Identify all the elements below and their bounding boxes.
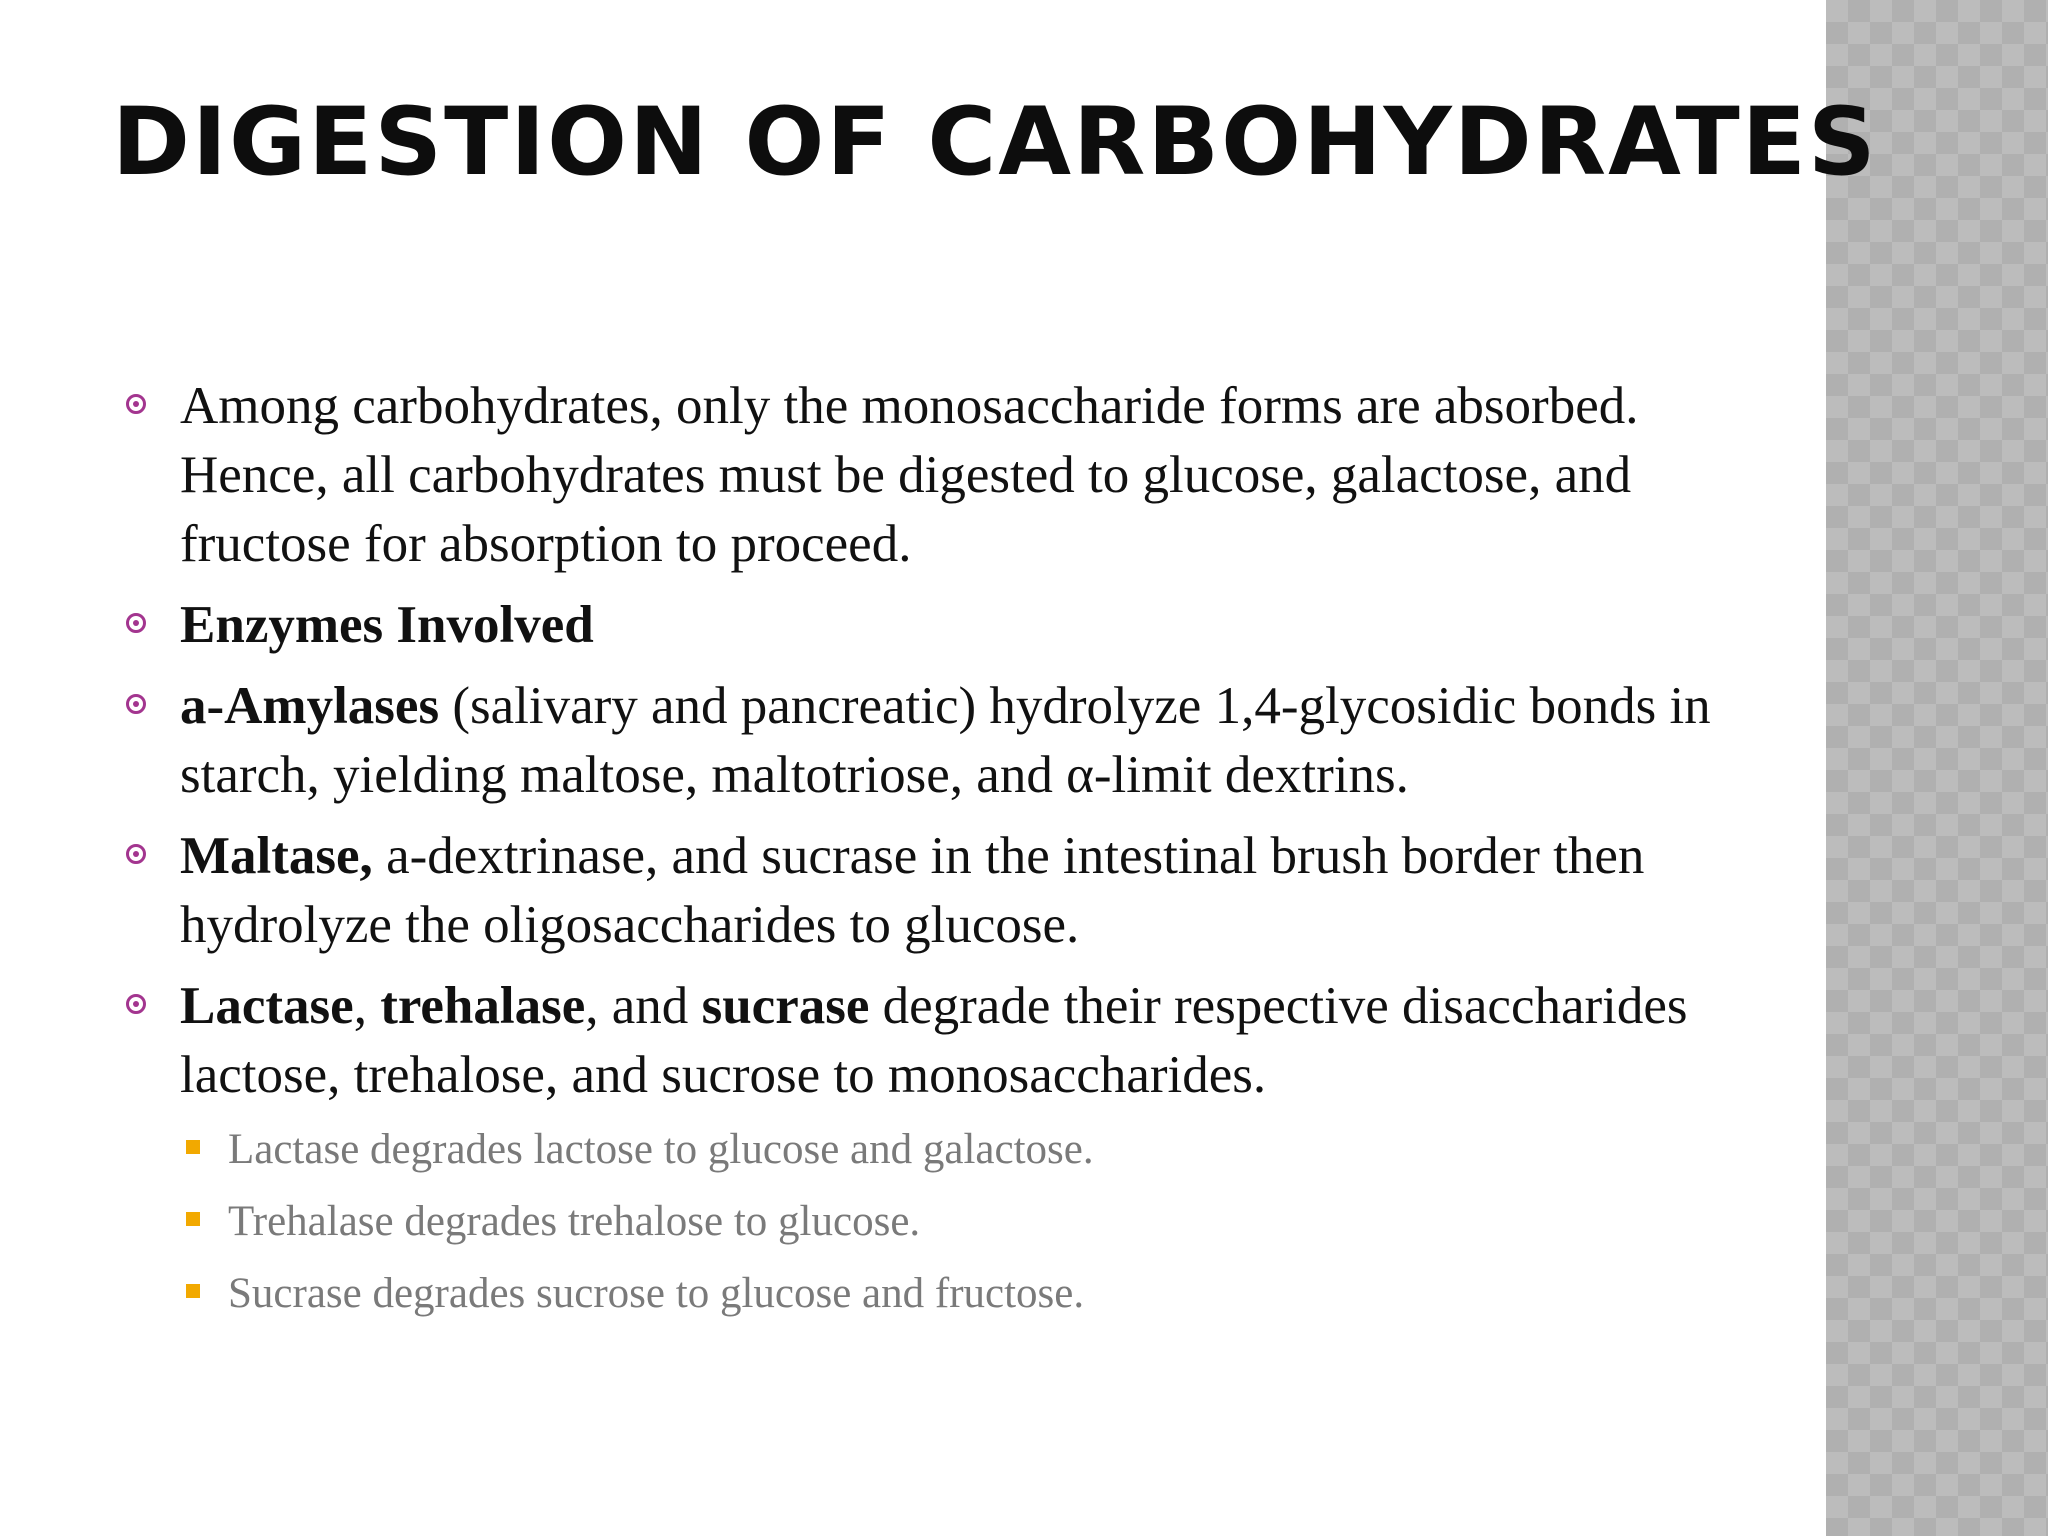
bullet-text: a-dextrinase, and sucrase in the intestinal brush border then hydrolyze the oligosaccharides to glucose.: [180, 827, 1645, 954]
bullet-text: Among carbohydrates, only the monosaccharide forms are absorbed. Hence, all carbohydrates must be digested to glucose, galactose, and fructose for absorption to proceed.: [180, 377, 1639, 573]
sub-bullet-text: Sucrase degrades sucrose to glucose and fructose.: [228, 1270, 1085, 1317]
sub-bullet-lactase: [122, 1122, 1712, 1178]
bullet-enzymes-heading: [122, 591, 1712, 660]
square-bullet-icon: [186, 1212, 200, 1226]
sub-bullet-sucrase: [122, 1266, 1712, 1322]
bullet-circle-icon: [126, 844, 146, 864]
bullet-circle-icon: [126, 694, 146, 714]
bullet-amylases: [122, 672, 1712, 810]
bullet-bold-text: a-Amylases: [180, 677, 440, 735]
sub-bullet-text: Trehalase degrades trehalose to glucose.: [228, 1198, 921, 1245]
bullet-circle-icon: [126, 994, 146, 1014]
bullet-circle-icon: [126, 613, 146, 633]
slide-title: DIGESTION OF CARBOHYDRATES: [112, 88, 1878, 197]
bullet-bold-text: trehalase: [380, 977, 586, 1035]
bullet-text: degrade their respective disaccharides lactose, trehalose, and sucrose to monosaccharides.: [180, 977, 1688, 1104]
square-bullet-icon: [186, 1284, 200, 1298]
bullet-separator: ,: [353, 977, 381, 1035]
slide-content: [122, 372, 1712, 1338]
bullet-bold-text: Maltase,: [180, 827, 373, 885]
bullet-maltase: [122, 822, 1712, 960]
bullet-circle-icon: [126, 394, 146, 414]
decorative-side-band: [1826, 0, 2048, 1536]
sub-bullet-text: Lactase degrades lactose to glucose and galactose.: [228, 1126, 1094, 1173]
bullet-absorption: [122, 372, 1712, 579]
bullet-text: (salivary and pancreatic) hydrolyze 1,4-glycosidic bonds in starch, yielding maltose, maltotriose, and α-limit dextrins.: [180, 677, 1711, 804]
bullet-bold-text: Enzymes Involved: [180, 596, 594, 654]
bullet-separator: , and: [585, 977, 702, 1035]
square-bullet-icon: [186, 1140, 200, 1154]
sub-bullet-trehalase: [122, 1194, 1712, 1250]
bullet-bold-text: Lactase: [180, 977, 354, 1035]
bullet-bold-text: sucrase: [701, 977, 870, 1035]
bullet-disaccharidases: [122, 972, 1712, 1110]
